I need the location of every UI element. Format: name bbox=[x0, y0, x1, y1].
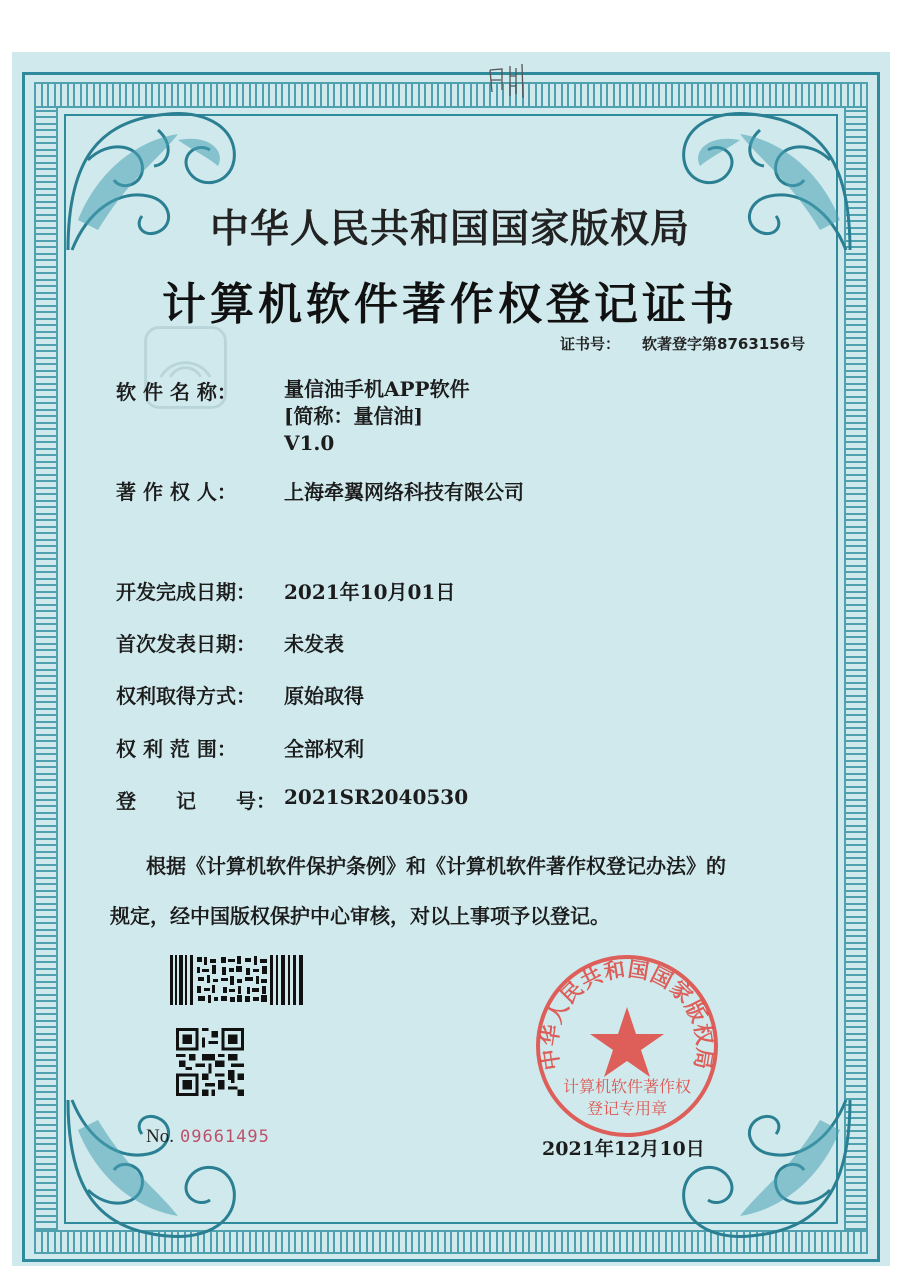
certificate-number-label: 证书号： bbox=[560, 335, 621, 353]
dev-date-value: 2021年10月01日 bbox=[284, 580, 456, 604]
registration-number-value: 2021SR2040530 bbox=[284, 785, 469, 809]
certificate-number bbox=[560, 333, 805, 354]
barcode bbox=[170, 955, 305, 1005]
seal-inner-line-2: 登记专用章 bbox=[586, 1099, 668, 1118]
serial-number bbox=[146, 1126, 270, 1148]
owner-label: 著 作 权 人： bbox=[116, 480, 237, 504]
rights-scope-label: 权 利 范 围： bbox=[116, 737, 237, 761]
certificate-title: 计算机软件著作权登记证书 bbox=[162, 279, 738, 330]
svg-text:中华人民共和国国家版权局: 中华人民共和国国家版权局 bbox=[537, 957, 717, 1072]
publish-date-label: 首次发表日期： bbox=[116, 632, 256, 656]
issuing-authority: 中华人民共和国国家版权局 bbox=[209, 206, 690, 252]
software-name-label: 软 件 名 称： bbox=[116, 380, 237, 404]
seal-inner-line-1: 计算机软件著作权 bbox=[562, 1077, 692, 1096]
software-name-value bbox=[284, 376, 470, 457]
owner-value: 上海牵翼网络科技有限公司 bbox=[284, 480, 524, 504]
publish-date-value: 未发表 bbox=[284, 632, 344, 656]
statement-line-2: 规定，经中国版权保护中心审核，对以上事项予以登记。 bbox=[110, 904, 610, 928]
software-name-line: [简称：量信油] bbox=[284, 404, 423, 428]
handwritten-mark bbox=[486, 62, 534, 100]
issue-date: 2021年12月10日 bbox=[542, 1138, 705, 1160]
registration-number-label: 登 记 号： bbox=[116, 789, 276, 813]
rights-method-value: 原始取得 bbox=[284, 684, 364, 708]
serial-number-value: 09661495 bbox=[179, 1127, 270, 1147]
software-name-line: V1.0 bbox=[284, 431, 335, 455]
dev-date-label: 开发完成日期： bbox=[116, 580, 256, 604]
rights-method-label: 权利取得方式： bbox=[116, 684, 256, 708]
statement-line-1: 根据《计算机软件保护条例》和《计算机软件著作权登记办法》的 bbox=[146, 854, 726, 878]
corner-ornament-bottom-left bbox=[58, 1090, 248, 1250]
rights-scope-value: 全部权利 bbox=[284, 737, 364, 761]
official-seal bbox=[533, 952, 721, 1140]
software-name-line: 量信油手机APP软件 bbox=[284, 377, 470, 401]
certificate-number-value: 软著登字第8763156号 bbox=[642, 335, 806, 353]
qr-code bbox=[176, 1028, 244, 1096]
serial-number-label: No. bbox=[146, 1126, 174, 1147]
